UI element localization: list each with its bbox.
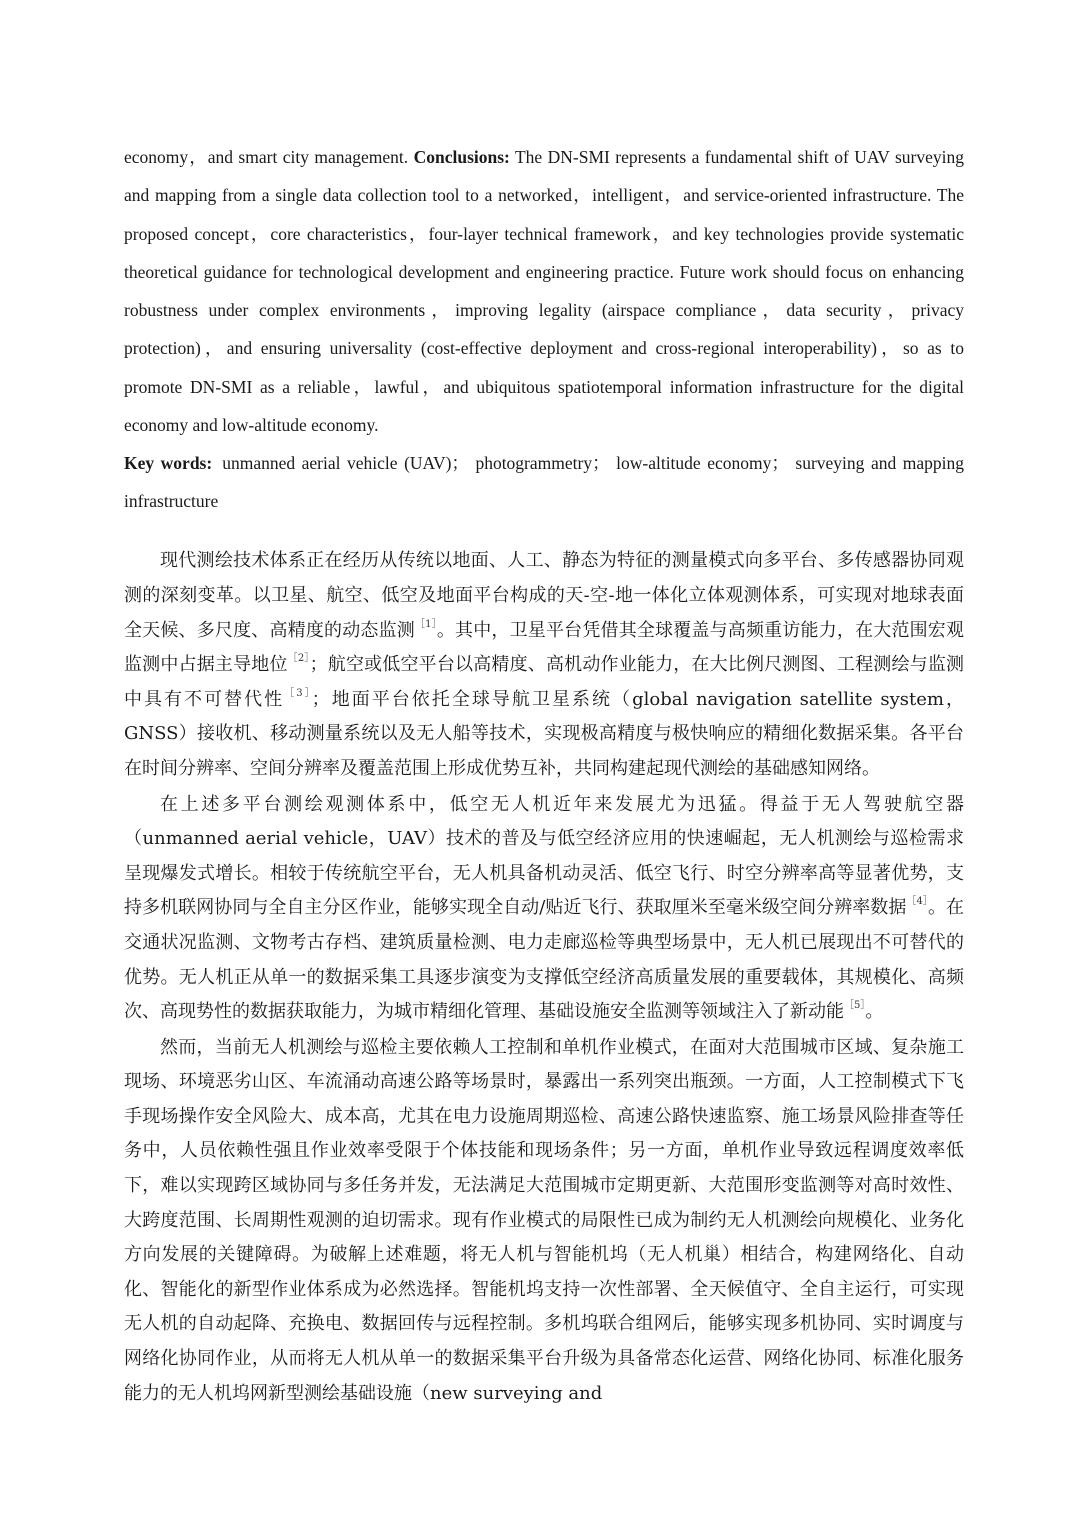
paper-page bbox=[124, 138, 964, 1411]
body-text: 现代测绘技术体系正在经历从传统以地面、人工、静态为特征的测量模式向多平台、多传感器协同观测的深刻变革。以卫星、航空、低空及地面平台构成的天-空-地一体化立体观测体系，可实现对地球表面全天候、多尺度、高精度的动态监测 bbox=[124, 550, 964, 641]
body-text: ；地面平台依托全球导航卫星系统（global navigation satellite system，GNSS）接收机、移动测量系统以及无人船等技术，实现极高精度与极快响应的精细化数据采集。各平台在时间分辨率、空间分辨率及覆盖范围上形成优势互补，共同构建起现代测绘的基础感知网络。 bbox=[124, 688, 965, 779]
abstract-prefix: economy，and smart city management. bbox=[124, 147, 414, 167]
body-text: 然而，当前无人机测绘与巡检主要依赖人工控制和单机作业模式，在面对大范围城市区域、复杂施工现场、环境恶劣山区、车流涌动高速公路等场景时，暴露出一系列突出瓶颈。一方面，人工控制模式下飞手现场操作安全风险大、成本高，尤其在电力设施周期巡检、高速公路快速监察、施工场景风险排查等任务中，人员依赖性强且作业效率受限于个体技能和现场条件；另一方面，单机作业导致远程调度效率低下，难以实现跨区域协同与多任务并发，无法满足大范围城市定期更新、大范围形变监测等对高时效性、大跨度范围、长周期性观测的迫切需求。现有作业模式的局限性已成为制约无人机测绘向规模化、业务化方向发展的关键障碍。为破解上述难题，将无人机与智能机坞（无人机巢）相结合，构建网络化、自动化、智能化的新型作业体系成为必然选择。智能机坞支持一次性部署、全天候值守、全自主运行，可实现无人机的自动起降、充换电、数据回传与远程控制。多机坞联合组网后，能够实现多机协同、实时调度与网络化协同作业，从而将无人机从单一的数据采集平台升级为具备常态化运营、网络化协同、标准化服务能力的无人机坞网新型测绘基础设施（new surveying and bbox=[124, 1036, 964, 1404]
body-paragraph-2 bbox=[124, 788, 964, 1030]
body-text: 在上述多平台测绘观测体系中，低空无人机近年来发展尤为迅猛。得益于无人驾驶航空器（unmanned aerial vehicle，UAV）技术的普及与低空经济应用的快速崛起，无人机测绘与巡检需求呈现爆发式增长。相较于传统航空平台，无人机具备机动灵活、低空飞行、时空分辨率高等显著优势，支持多机联网协同与全自主分区作业，能够实现全自动/贴近飞行、获取厘米至毫米级空间分辨率数据 bbox=[124, 793, 964, 919]
body-section bbox=[124, 544, 964, 1411]
body-paragraph-1 bbox=[124, 544, 964, 786]
abstract-conclusions bbox=[124, 138, 964, 444]
body-text: ；航空或低空平台以高精度、高机动作业能力，在大比例尺测图、工程测绘与监测中具有不可替代性 bbox=[124, 654, 964, 710]
citation: ［1］ bbox=[414, 618, 437, 630]
citation: ［5］ bbox=[844, 1000, 866, 1012]
citation: ［4］ bbox=[906, 896, 928, 908]
body-text: 。其中，卫星平台凭借其全球覆盖与高频重访能力，在大范围宏观监测中占据主导地位 bbox=[124, 619, 964, 676]
citation: ［3］ bbox=[284, 687, 312, 699]
keywords-label: Key words: bbox=[124, 453, 213, 474]
citation: ［2］ bbox=[287, 653, 310, 665]
body-text: 。 bbox=[865, 1001, 884, 1023]
keywords bbox=[124, 444, 964, 520]
body-paragraph-3 bbox=[124, 1031, 964, 1412]
body-text: 。在交通状况监测、文物考古存档、建筑质量检测、电力走廊巡检等典型场景中，无人机已展现出不可替代的优势。无人机正从单一的数据采集工具逐步演变为支撑低空经济高质量发展的重要载体，其规模化、高频次、高现势性的数据获取能力，为城市精细化管理、基础设施安全监测等领域注入了新动能 bbox=[124, 897, 965, 1023]
conclusions-label: Conclusions: bbox=[413, 147, 510, 167]
keywords-text: unmanned aerial vehicle (UAV)； photogrammetry； low-altitude economy； surveying and mapping infrastructure bbox=[124, 453, 965, 512]
conclusions-text: The DN-SMI represents a fundamental shift of UAV surveying and mapping from a single data collection tool to a networked，intelligent，and service-oriented infrastructure. The proposed concept，core characteristics，four-layer technical framework，and key technologies provide systematic theoretical guidance for technological development and engineering practice. Future work should focus on enhancing robustness under complex environments，improving legality (airspace compliance，data security，privacy protection)，and ensuring universality (cost-effective deployment and cross-regional interoperability)，so as to promote DN-SMI as a reliable，lawful，and ubiquitous spatiotemporal information infrastructure for the digital economy and low-altitude economy. bbox=[124, 147, 964, 436]
